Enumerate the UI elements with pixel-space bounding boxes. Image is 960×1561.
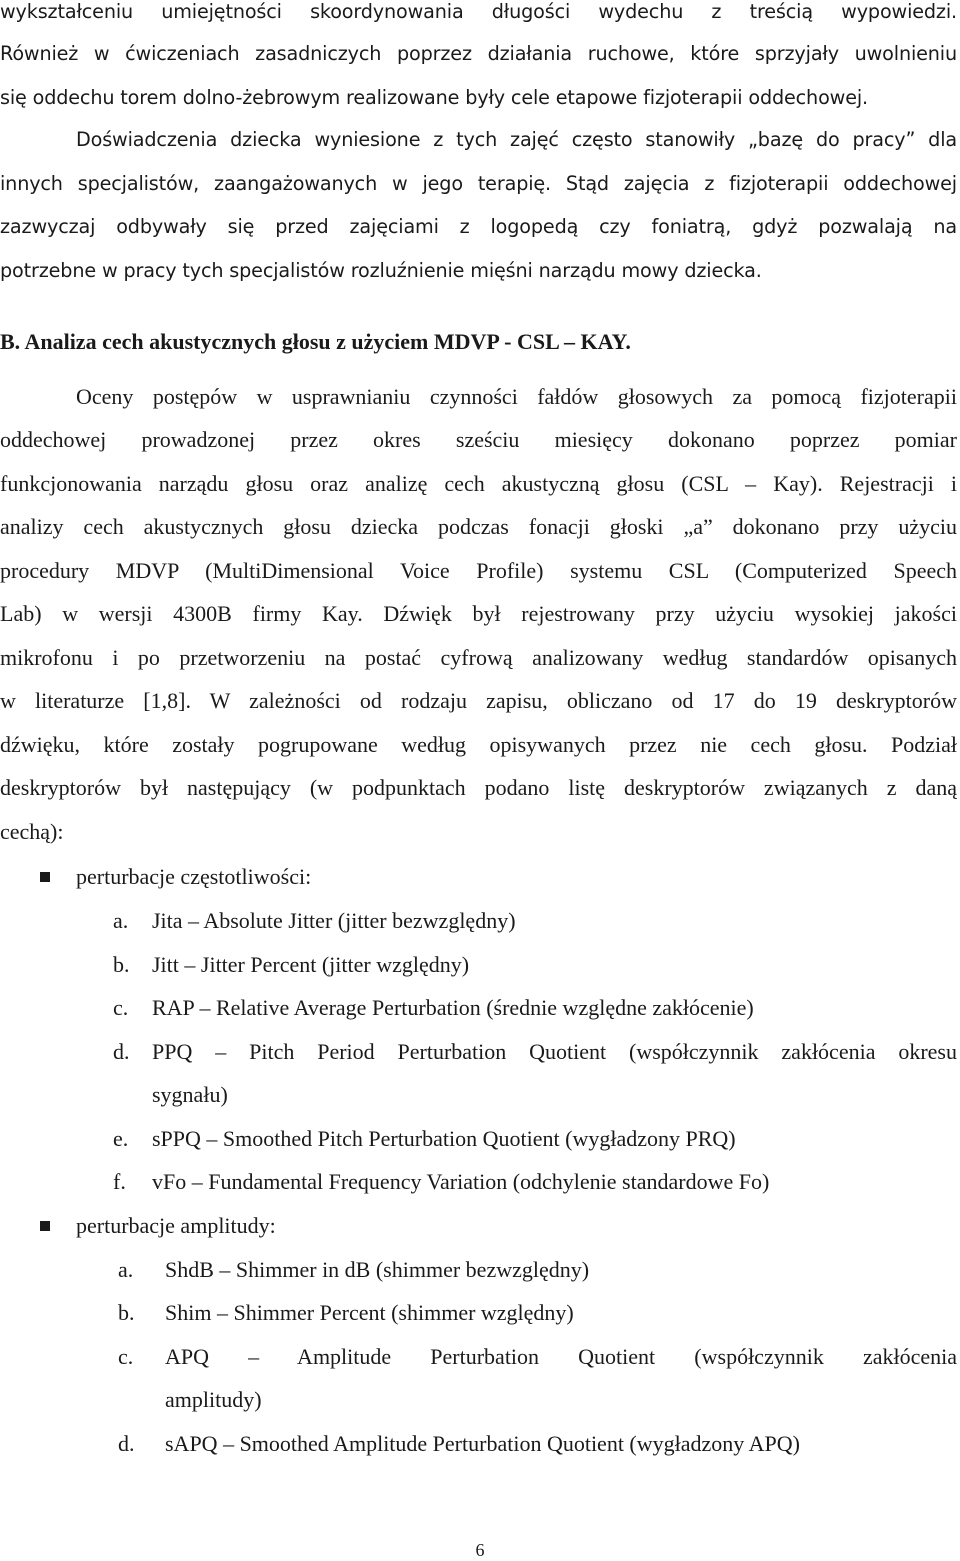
square-bullet-icon (40, 872, 50, 882)
list-item-letter: a. (118, 1257, 134, 1282)
intro-line: wykształceniu umiejętności skoordynowania długości wydechu z treścią wypowiedzi. (0, 0, 957, 23)
list-item-text: vFo – Fundamental Frequency Variation (odchylenie standardowe Fo) (152, 1169, 770, 1194)
page-number: 6 (475, 1540, 485, 1560)
list-item-letter: a. (113, 908, 129, 933)
section-heading: B. Analiza cech akustycznych głosu z użyciem MDVP - CSL – KAY. (0, 329, 631, 354)
list-item-continuation: sygnału) (152, 1082, 228, 1107)
list-item-text: sAPQ – Smoothed Amplitude Perturbation Quotient (wygładzony APQ) (165, 1431, 800, 1456)
body-line: Lab) w wersji 4300B firmy Kay. Dźwięk był rejestrowany przy użyciu wysokiej jakości (0, 601, 957, 626)
list-item-letter: d. (113, 1039, 130, 1064)
list-item-letter: d. (118, 1431, 135, 1456)
intro-line: zazwyczaj odbywały się przed zajęciami z logopedą czy foniatrą, gdyż pozwalają na (0, 215, 957, 238)
list-item-text: Shim – Shimmer Percent (shimmer względny) (165, 1300, 574, 1325)
intro-line: Doświadczenia dziecka wyniesione z tych zajęć często stanowiły „bazę do pracy” dla (76, 128, 957, 151)
body-line: cechą): (0, 819, 64, 844)
list-item-text: RAP – Relative Average Perturbation (średnie względne zakłócenie) (152, 995, 754, 1020)
body-line: procedury MDVP (MultiDimensional Voice Profile) systemu CSL (Computerized Speech (0, 558, 957, 583)
list-item-text: ShdB – Shimmer in dB (shimmer bezwzględny) (165, 1257, 590, 1282)
body-line: funkcjonowania narządu głosu oraz analizę cech akustyczną głosu (CSL – Kay). Rejestracji i (0, 471, 957, 496)
list-item-text: Jita – Absolute Jitter (jitter bezwzględny) (152, 908, 516, 933)
list-item-letter: c. (113, 995, 129, 1020)
list-item-text: sPPQ – Smoothed Pitch Perturbation Quotient (wygładzony PRQ) (152, 1126, 736, 1151)
intro-line: potrzebne w pracy tych specjalistów rozluźnienie mięśni narządu mowy dziecka. (0, 259, 762, 282)
body-line: analizy cech akustycznych głosu dziecka podczas fonacji głoski „a” dokonano przy użyciu (0, 514, 957, 539)
body-line: w literaturze [1,8]. W zależności od rodzaju zapisu, obliczano od 17 do 19 deskryptorów (0, 688, 957, 713)
body-line: deskryptorów był następujący (w podpunktach podano listę deskryptorów związanych z daną (0, 775, 957, 800)
body-line: dźwięku, które zostały pogrupowane według opisywanych przez nie cech głosu. Podział (0, 732, 957, 757)
intro-line: innych specjalistów, zaangażowanych w jego terapię. Stąd zajęcia z fizjoterapii oddechowej (0, 172, 957, 195)
list-item-letter: e. (113, 1126, 129, 1151)
body-line: Oceny postępów w usprawnianiu czynności fałdów głosowych za pomocą fizjoterapii (76, 384, 957, 409)
list-item-letter: f. (113, 1169, 126, 1194)
list-item-letter: c. (118, 1344, 134, 1369)
square-bullet-icon (40, 1221, 50, 1231)
list-item-letter: b. (118, 1300, 135, 1325)
intro-line: Również w ćwiczeniach zasadniczych poprzez działania ruchowe, które sprzyjały uwolnieniu (0, 42, 957, 65)
list-item-text: APQ – Amplitude Perturbation Quotient (współczynnik zakłócenia (165, 1344, 957, 1369)
amplitude-group-label: perturbacje amplitudy: (76, 1213, 276, 1238)
body-line: mikrofonu i po przetworzeniu na postać cyfrową analizowany według standardów opisanych (0, 645, 957, 670)
intro-line: się oddechu torem dolno-żebrowym realizowane były cele etapowe fizjoterapii oddechowej. (0, 86, 868, 109)
list-item-text: PPQ – Pitch Period Perturbation Quotient (współczynnik zakłócenia okresu (152, 1039, 957, 1064)
list-item-letter: b. (113, 952, 130, 977)
list-item-text: Jitt – Jitter Percent (jitter względny) (152, 952, 470, 977)
body-line: oddechowej prowadzonej przez okres sześciu miesięcy dokonano poprzez pomiar (0, 427, 957, 452)
frequency-group-label: perturbacje częstotliwości: (76, 864, 312, 889)
list-item-continuation: amplitudy) (165, 1387, 262, 1412)
